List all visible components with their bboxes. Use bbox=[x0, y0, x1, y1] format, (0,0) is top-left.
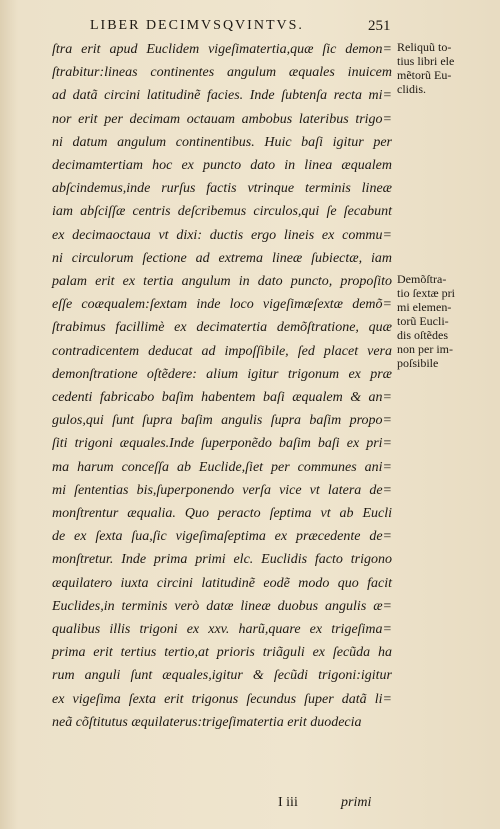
text-line: abſcindemus,inde rurſus factis vtrinque terminis lineæ bbox=[52, 181, 392, 197]
text-line: decimamtertiam hoc ex puncto dato in linea æqualem bbox=[52, 158, 392, 174]
main-text-block bbox=[52, 38, 392, 734]
text-line: eſſe coæqualem:ſextam inde loco vigeſimæſextæ demõ= bbox=[52, 297, 392, 313]
text-line: de ex ſexta ſua,ſic vigeſimaſeptima ex præcedente de= bbox=[52, 529, 392, 545]
text-line: Euclides,in terminis verò datæ lineæ duobus angulis æ= bbox=[52, 598, 392, 614]
text-line: demonſtratione oſtẽdere: alium igitur trigonum ex præ bbox=[52, 366, 392, 382]
text-line: ſtrabimus facillimè ex decimatertia demõſtratione, quæ bbox=[52, 320, 392, 336]
margin-note-line: mi elemen- bbox=[397, 300, 452, 314]
text-line: contradicentem deducat ad impoſſibile, ſed placet vera bbox=[52, 343, 392, 359]
margin-note-line: tio ſextæ pri bbox=[397, 286, 455, 300]
text-line: monſtretur. Inde prima primi elc. Euclidis facto trigono bbox=[52, 552, 392, 568]
margin-note-line: Demõſtra- bbox=[397, 272, 447, 286]
text-line: gulos,qui ſunt ſupra baſim angulis ſupra baſim propo= bbox=[52, 413, 392, 429]
margin-note-line: dis oſtẽdes bbox=[397, 328, 448, 342]
page-number: 251 bbox=[368, 18, 391, 34]
margin-note-demonstratio bbox=[397, 272, 475, 370]
catchword: primi bbox=[341, 795, 372, 810]
text-line: monſtrentur æqualia. Quo peracto ſeptima vt ab Eucli bbox=[52, 506, 392, 522]
text-line: iam abſciſſæ centris deſcribemus circulos,qui ſe ſecabunt bbox=[52, 204, 392, 220]
text-line: qualibus illis trigoni ex xxv. harũ,quare ex trigeſima= bbox=[52, 622, 392, 638]
text-line: nor erit per decimam octauam ambobus lateribus trigo= bbox=[52, 111, 392, 127]
text-line: ſtra erit apud Euclidem vigeſimatertia,quæ ſic demon= bbox=[52, 42, 392, 57]
text-line: neã cõſtitutus æquilaterus:trigeſimatertia erit duodecia bbox=[52, 714, 362, 730]
margin-note-line: Reliquũ to- bbox=[397, 40, 452, 54]
text-line: ni datum angulum continentibus. Huic baſi igitur per bbox=[52, 134, 392, 150]
text-line: ad datã circini latitudinẽ facies. Inde ſubtenſa recta mi= bbox=[52, 88, 392, 104]
signature-mark: I iii bbox=[278, 795, 298, 810]
margin-note-line: clidis. bbox=[397, 82, 426, 96]
text-line: cedenti fabricabo baſim habentem baſi æqualem & an= bbox=[52, 390, 392, 406]
margin-note-line: tius libri ele bbox=[397, 54, 455, 68]
text-line: ma harum conceſſa ab Euclide,ſiet per communes ani= bbox=[52, 459, 392, 475]
text-line: ni circulorum ſectione ad extrema lineæ ſubiectæ, iam bbox=[52, 250, 392, 266]
text-line: palam erit ex tertia angulum in dato puncto, propoſito bbox=[52, 274, 392, 290]
margin-note-line: non per im- bbox=[397, 342, 453, 356]
margin-note-line: poſsibile bbox=[397, 356, 439, 370]
running-head: LIBER DECIMVSQVINTVS. bbox=[90, 18, 304, 33]
margin-note-line: torũ Eucli- bbox=[397, 314, 449, 328]
text-line: prima erit tertius tertio,at prioris triãguli ex ſecũda ha bbox=[52, 645, 392, 661]
text-line: ex decimaoctaua vt dixi: ductis ergo lineis ex commu= bbox=[52, 227, 392, 243]
margin-note-line: mẽtorũ Eu- bbox=[397, 68, 452, 82]
text-line: ex vigeſima ſexta erit trigonus ſecundus ſuper datã li= bbox=[52, 691, 392, 707]
margin-note-reliquum bbox=[397, 40, 475, 96]
text-line: æquilatero iuxta circini latitudinẽ eodẽ modo quo facit bbox=[52, 575, 392, 591]
text-line: ſiti trigoni æquales.Inde ſuperponẽdo baſim baſi ex pri= bbox=[52, 436, 392, 452]
text-line: ſtrabitur:lineas continentes angulum æquales inuicem bbox=[52, 65, 392, 81]
text-line: rum anguli ſunt æquales,igitur & ſecũdi trigoni:igitur bbox=[52, 668, 392, 684]
text-line: mi ſententias bis,ſuperponendo verſa vice vt latera de= bbox=[52, 482, 392, 498]
